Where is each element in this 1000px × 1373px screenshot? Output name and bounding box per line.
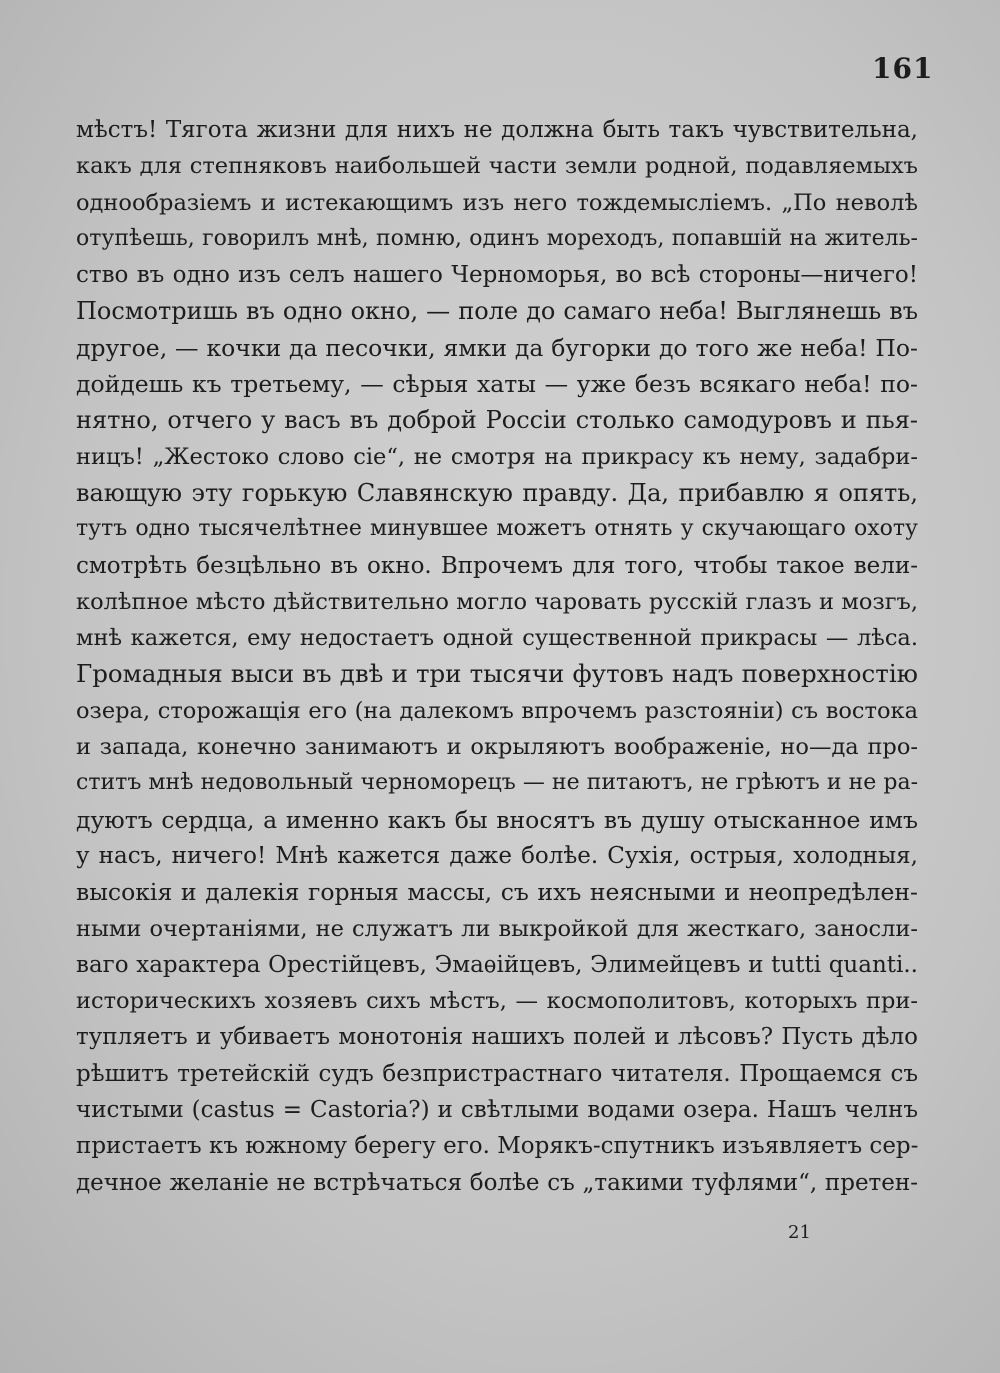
text-line: отупѣешь, говорилъ мнѣ, помню, одинъ мореходъ, попавшій на житель- bbox=[76, 225, 918, 251]
text-line: дечное желаніе не встрѣчаться болѣе съ „такими туфлями“, претен- bbox=[76, 1169, 918, 1196]
text-line: мнѣ кажется, ему недостаетъ одной существенной прикрасы — лѣса. bbox=[76, 625, 918, 652]
text-line: у насъ, ничего! Мнѣ кажется даже болѣе. Сухія, острыя, холодныя, bbox=[76, 842, 918, 869]
text-line: колѣпное мѣсто дѣйствительно могло чаровать русскій глазъ и мозгъ, bbox=[76, 588, 918, 615]
text-line: какъ для степняковъ наибольшей части земли родной, подавляемыхъ bbox=[76, 153, 918, 180]
text-line: ваго характера Орестійцевъ, Эмаѳійцевъ, Элимейцевъ и tutti quanti.. bbox=[76, 951, 918, 978]
text-line: ницъ! „Жестоко слово сіе“, не смотря на прикрасу къ нему, задабри- bbox=[76, 443, 918, 470]
text-line: Громадныя выси въ двѣ и три тысячи футовъ надъ поверхностію bbox=[76, 659, 918, 689]
text-line: однообразіемъ и истекающимъ изъ него тождемысліемъ. „По неволѣ bbox=[76, 189, 918, 216]
text-line: нятно, отчего у васъ въ доброй Россіи столько самодуровъ и пья- bbox=[76, 406, 918, 435]
signature-mark: 21 bbox=[788, 1222, 811, 1243]
text-line: дуютъ сердца, а именно какъ бы вносятъ въ душу отысканное имъ bbox=[76, 805, 918, 834]
text-line: дойдешь къ третьему, — сѣрыя хаты — уже безъ всякаго неба! по- bbox=[76, 370, 918, 399]
text-line: ство въ одно изъ селъ нашего Черноморья, во всѣ стороны—ничего! bbox=[76, 262, 918, 289]
text-line: чистыми (castus = Castoria?) и свѣтлыми водами озера. Нашъ челнъ bbox=[76, 1097, 918, 1124]
body-text bbox=[76, 112, 918, 1201]
text-line: и запада, конечно занимаютъ и окрыляютъ воображеніе, но—да про- bbox=[76, 734, 918, 761]
text-line: ными очертаніями, не служатъ ли выкройкой для жесткаго, заносли- bbox=[76, 915, 918, 942]
page-number: 161 bbox=[872, 52, 934, 85]
text-line: смотрѣть безцѣльно въ окно. Впрочемъ для того, чтобы такое вели- bbox=[76, 552, 918, 579]
text-line: историческихъ хозяевъ сихъ мѣстъ, — космополитовъ, которыхъ при- bbox=[76, 988, 918, 1015]
text-line: тутъ одно тысячелѣтнее минувшее можетъ отнять у скучающаго охоту bbox=[76, 516, 918, 542]
text-line: тупляетъ и убиваетъ монотонія нашихъ полей и лѣсовъ? Пусть дѣло bbox=[76, 1024, 918, 1051]
text-line: другое, — кочки да песочки, ямки да бугорки до того же неба! По- bbox=[76, 333, 918, 362]
text-line: Посмотришь въ одно окно, — поле до самаго неба! Выглянешь въ bbox=[76, 297, 918, 326]
text-line: рѣшитъ третейскій судъ безпристрастнаго читателя. Прощаемся съ bbox=[76, 1060, 918, 1087]
text-line: мѣстъ! Тягота жизни для нихъ не должна быть такъ чувствительна, bbox=[76, 117, 918, 143]
text-line: пристаетъ къ южному берегу его. Морякъ-спутникъ изъявляетъ сер- bbox=[76, 1133, 919, 1160]
text-line: вающую эту горькую Славянскую правду. Да, прибавлю я опять, bbox=[76, 478, 918, 507]
text-line: ститъ мнѣ недовольный черноморецъ — не питаютъ, не грѣютъ и не ра- bbox=[76, 770, 918, 796]
text-line: высокія и далекія горныя массы, съ ихъ неясными и неопредѣлен- bbox=[76, 878, 918, 907]
text-line: озера, сторожащія его (на далекомъ впрочемъ разстояніи) съ востока bbox=[76, 697, 918, 724]
